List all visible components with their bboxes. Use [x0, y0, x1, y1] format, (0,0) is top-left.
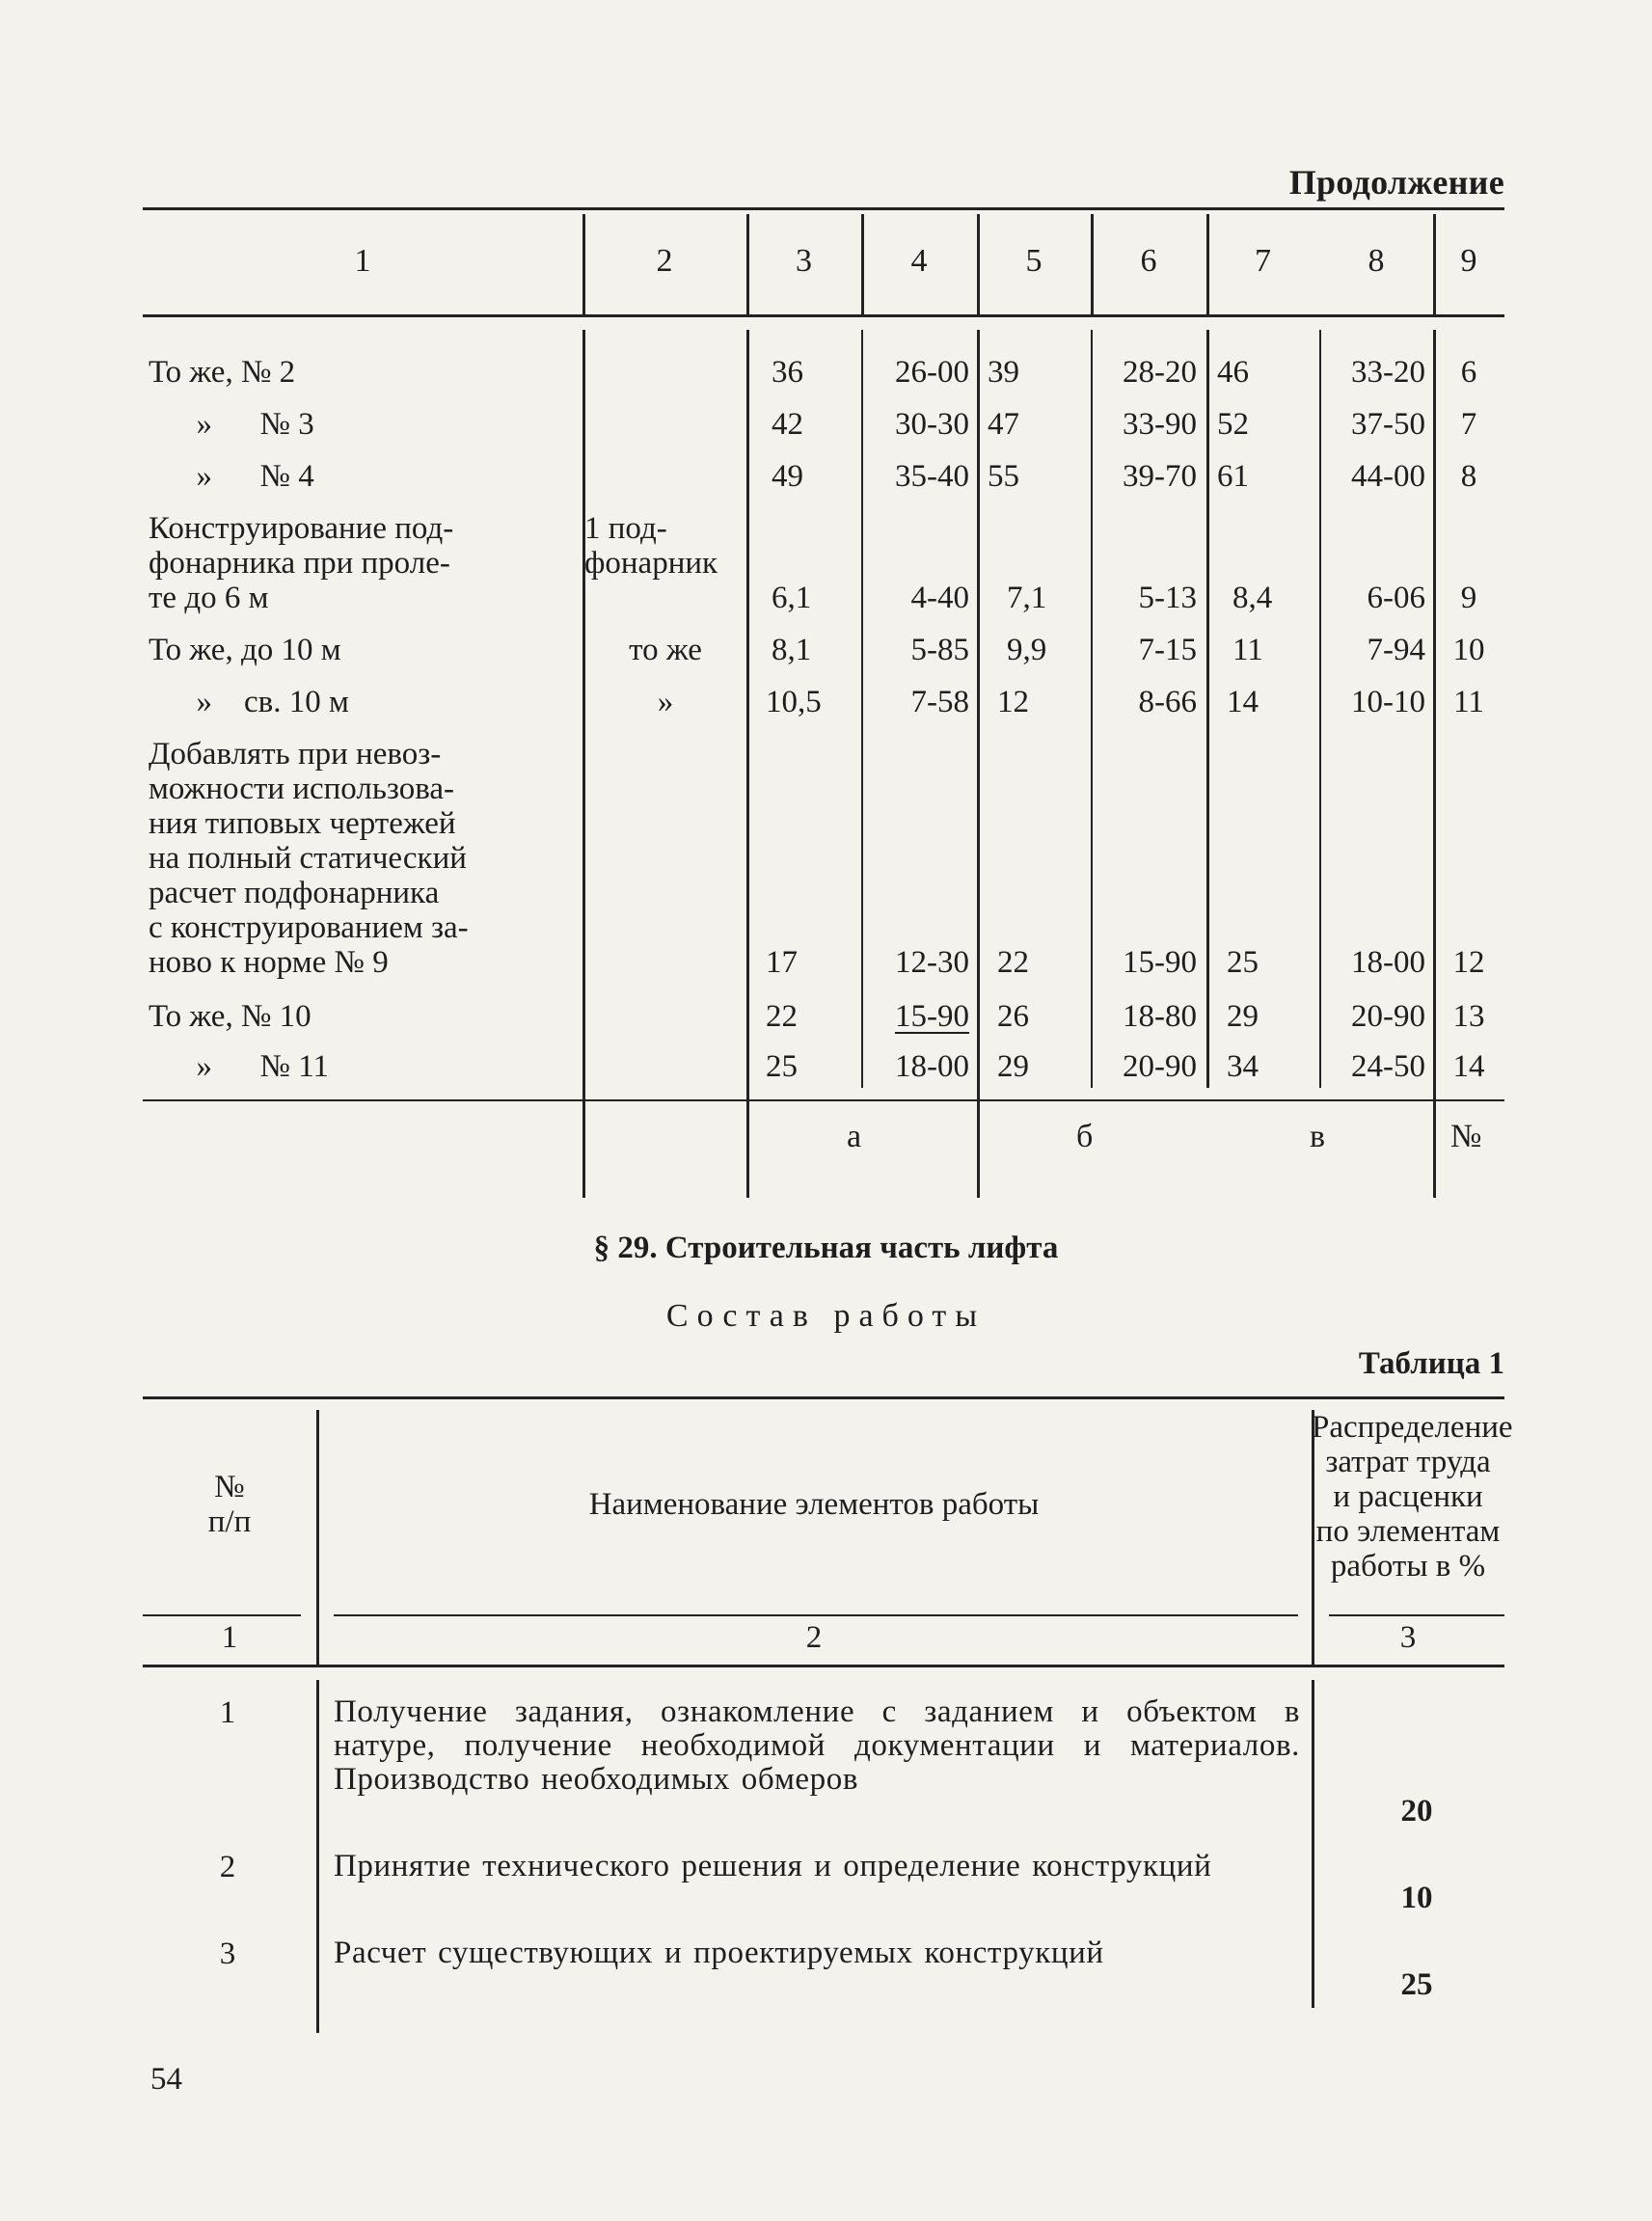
- cell-col7: 29: [1227, 999, 1259, 1034]
- cell-col6: 39-70: [1123, 459, 1197, 494]
- row-name: » св. 10 м: [149, 685, 349, 719]
- continuation-label: Продолжение: [1288, 163, 1504, 202]
- col-header-name: Наименование элементов работы: [588, 1487, 1040, 1522]
- cell-col9: 10: [1452, 633, 1485, 667]
- col-header-9: 9: [1460, 243, 1477, 279]
- row-percent: 25: [1400, 1967, 1433, 2002]
- cell-col8: 10-10: [1351, 685, 1425, 719]
- col-header-4: 4: [910, 243, 928, 279]
- row-number: 1: [219, 1695, 236, 1730]
- cell-col4: 7-58: [910, 685, 969, 719]
- cell-col5: 47: [988, 407, 1019, 442]
- cell-col4: 4-40: [910, 581, 969, 615]
- cell-col3: 25: [766, 1049, 798, 1084]
- cell-col6: 15-90: [1123, 945, 1197, 980]
- col-number-1: 1: [221, 1620, 238, 1655]
- col-number-3: 3: [1399, 1620, 1417, 1655]
- cell-col3: 10,5: [766, 685, 822, 719]
- cell-col5: 39: [988, 355, 1019, 390]
- cell-col3: 49: [772, 459, 803, 494]
- col-header-number: № п/п: [207, 1470, 252, 1539]
- col-header-3: 3: [796, 243, 812, 279]
- cell-col7: 34: [1227, 1049, 1259, 1084]
- cell-col4: 5-85: [910, 633, 969, 667]
- cell-col3: 22: [766, 999, 798, 1034]
- cell-col8: 44-00: [1351, 459, 1425, 494]
- cell-col9: 11: [1453, 685, 1484, 719]
- cell-col9: 14: [1452, 1049, 1485, 1084]
- cell-col6: 28-20: [1123, 355, 1197, 390]
- row-name: То же, № 2: [149, 355, 296, 390]
- cell-col3: 6,1: [772, 581, 812, 615]
- col-header-7: 7: [1255, 243, 1271, 279]
- row-unit: »: [657, 685, 674, 719]
- cell-col6: 7-15: [1138, 633, 1197, 667]
- cell-col8: 37-50: [1351, 407, 1425, 442]
- col-header-5: 5: [1025, 243, 1043, 279]
- cell-col7: 14: [1227, 685, 1259, 719]
- cell-col6: 20-90: [1123, 1049, 1197, 1084]
- cell-col3: 36: [772, 355, 803, 390]
- cell-col5: 22: [997, 945, 1029, 980]
- col-header-8: 8: [1368, 243, 1385, 279]
- cell-col8: 33-20: [1351, 355, 1425, 390]
- cell-col7: 11: [1232, 633, 1263, 667]
- row-name: » № 11: [149, 1049, 330, 1084]
- row-percent: 20: [1400, 1794, 1433, 1828]
- cell-col9: 7: [1460, 407, 1477, 442]
- cell-col4: 12-30: [895, 945, 969, 980]
- cell-col9: 9: [1460, 581, 1477, 615]
- cell-col3: 42: [772, 407, 803, 442]
- cell-col9: 8: [1460, 459, 1477, 494]
- col-header-6: 6: [1140, 243, 1157, 279]
- row-unit: 1 под- фонарник: [584, 511, 718, 581]
- row-percent: 10: [1400, 1881, 1433, 1915]
- row-name: То же, № 10: [149, 999, 311, 1034]
- footer-label-a: а: [847, 1119, 862, 1154]
- cell-col6: 33-90: [1123, 407, 1197, 442]
- rates-table-continued: [143, 204, 1504, 1198]
- row-name: » № 3: [149, 407, 314, 442]
- cell-col5: 12: [997, 685, 1029, 719]
- section-title: § 29. Строительная часть лифта: [593, 1231, 1059, 1265]
- page-number: 54: [150, 2062, 182, 2097]
- cell-col5: 29: [997, 1049, 1029, 1084]
- cell-col6: 18-80: [1123, 999, 1197, 1034]
- cell-col4: 15-90: [895, 999, 969, 1034]
- cell-col8: 24-50: [1351, 1049, 1425, 1084]
- cell-col5: 55: [988, 459, 1019, 494]
- cell-col4: 26-00: [895, 355, 969, 390]
- col-header-1: 1: [354, 243, 371, 279]
- cell-col7: 46: [1217, 355, 1249, 390]
- cell-col8: 20-90: [1351, 999, 1425, 1034]
- col-header-distribution: Распределение затрат труда и расценки по элементам работы в %: [1312, 1410, 1513, 1584]
- col-number-2: 2: [805, 1620, 823, 1655]
- cell-col5: 26: [997, 999, 1029, 1034]
- row-number: 3: [219, 1937, 236, 1971]
- row-description: Получение задания, ознакомление с заданием и объектом в натуре, получение необходимой документации и материалов. Производство необходимых обмеров: [334, 1694, 1300, 1797]
- row-number: 2: [219, 1850, 236, 1884]
- cell-col9: 6: [1460, 355, 1477, 390]
- cell-col3: 17: [766, 945, 798, 980]
- cell-col9: 13: [1452, 999, 1485, 1034]
- row-description: Расчет существующих и проектируемых конструкций: [334, 1936, 1104, 1970]
- footer-label-num: №: [1450, 1119, 1482, 1154]
- row-name: Добавлять при невоз- можности использова- ния типовых чертежей на полный статический расчет подфонарника с конструированием за- ново к норме № 9: [149, 737, 469, 980]
- cell-col3: 8,1: [772, 633, 812, 667]
- row-unit: то же: [629, 633, 702, 667]
- cell-col4: 18-00: [895, 1049, 969, 1084]
- cell-col8: 6-06: [1367, 581, 1425, 615]
- cell-col8: 18-00: [1351, 945, 1425, 980]
- table-label: Таблица 1: [1358, 1346, 1504, 1381]
- row-name: Конструирование под- фонарника при проле- те до 6 м: [149, 511, 454, 615]
- cell-col4: 30-30: [895, 407, 969, 442]
- cell-col7: 25: [1227, 945, 1259, 980]
- cell-col6: 5-13: [1138, 581, 1197, 615]
- cell-col7: 8,4: [1232, 581, 1273, 615]
- row-name: То же, до 10 м: [149, 633, 341, 667]
- cell-col9: 12: [1452, 945, 1485, 980]
- cell-col8: 7-94: [1367, 633, 1425, 667]
- cell-col4: 35-40: [895, 459, 969, 494]
- work-composition-table: [143, 1396, 1513, 2033]
- section-subtitle: Состав работы: [665, 1298, 987, 1334]
- footer-label-v: в: [1310, 1119, 1326, 1154]
- row-name: » № 4: [149, 459, 314, 494]
- col-header-2: 2: [656, 243, 673, 279]
- cell-col7: 52: [1217, 407, 1249, 442]
- cell-col5: 7,1: [1007, 581, 1047, 615]
- footer-label-b: б: [1076, 1119, 1094, 1154]
- cell-col7: 61: [1217, 459, 1249, 494]
- row-description: Принятие технического решения и определение конструкций: [334, 1849, 1212, 1883]
- cell-col5: 9,9: [1007, 633, 1047, 667]
- cell-col6: 8-66: [1138, 685, 1197, 719]
